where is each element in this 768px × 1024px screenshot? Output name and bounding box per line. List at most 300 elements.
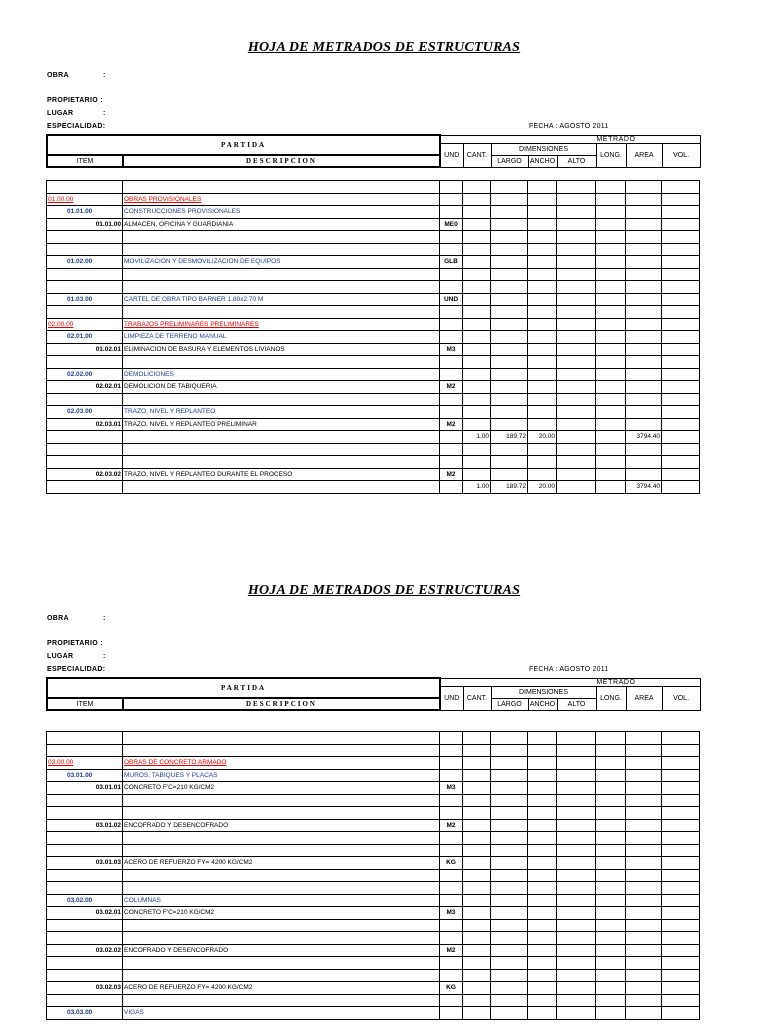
descripcion-cell bbox=[123, 356, 440, 369]
cant-cell bbox=[463, 193, 491, 206]
area-cell bbox=[626, 418, 662, 431]
und-cell: M3 bbox=[440, 343, 463, 356]
item-cell bbox=[47, 356, 123, 369]
ancho-cell bbox=[528, 757, 557, 770]
area-cell bbox=[626, 393, 662, 406]
largo-cell bbox=[491, 243, 528, 256]
largo-cell bbox=[491, 732, 528, 745]
und-cell: KG bbox=[440, 857, 463, 870]
table-row bbox=[47, 306, 700, 319]
item-cell bbox=[47, 832, 123, 845]
item-cell: 02.02.00 bbox=[47, 368, 123, 381]
cant-cell bbox=[463, 869, 491, 882]
item-cell bbox=[47, 732, 123, 745]
long-cell bbox=[596, 969, 626, 982]
largo-cell bbox=[491, 456, 528, 469]
descripcion-cell: LIMPIEZA DE TERRENO MANUAL bbox=[123, 331, 440, 344]
descripcion-cell bbox=[123, 969, 440, 982]
area-cell bbox=[626, 406, 662, 419]
alto-cell bbox=[557, 957, 596, 970]
und-cell bbox=[440, 744, 463, 757]
und-cell: M3 bbox=[440, 782, 463, 795]
ancho-cell bbox=[528, 907, 557, 920]
cant-cell bbox=[463, 293, 491, 306]
long-cell bbox=[596, 456, 626, 469]
und-cell bbox=[440, 969, 463, 982]
cant-header: CANT. bbox=[463, 686, 491, 710]
alto-cell bbox=[557, 1007, 596, 1020]
metrados-table bbox=[46, 180, 700, 494]
long-cell bbox=[596, 794, 626, 807]
long-cell bbox=[596, 832, 626, 845]
table-row bbox=[47, 431, 700, 444]
ancho-cell bbox=[528, 268, 557, 281]
obra-label: OBRA : bbox=[47, 615, 106, 622]
table-row bbox=[47, 969, 700, 982]
long-cell bbox=[596, 844, 626, 857]
largo-cell bbox=[491, 206, 528, 219]
cant-cell bbox=[463, 907, 491, 920]
descripcion-cell: CARTEL DE OBRA TIPO BARNER 1.80x2.70 M bbox=[123, 293, 440, 306]
largo-cell bbox=[491, 318, 528, 331]
cant-cell bbox=[463, 807, 491, 820]
vol-cell bbox=[662, 356, 700, 369]
descripcion-cell: ELIMINACION DE BASURA Y ELEMENTOS LIVIANOS bbox=[123, 343, 440, 356]
long-cell bbox=[596, 206, 626, 219]
vol-cell bbox=[662, 832, 700, 845]
largo-cell bbox=[491, 744, 528, 757]
table-row bbox=[47, 932, 700, 945]
alto-cell bbox=[557, 832, 596, 845]
item-cell bbox=[47, 481, 123, 494]
ancho-cell bbox=[528, 832, 557, 845]
long-cell bbox=[596, 957, 626, 970]
descripcion-cell: TRAZO, NIVEL Y REPLANTEO bbox=[123, 406, 440, 419]
long-cell bbox=[596, 882, 626, 895]
item-cell: 03.02.00 bbox=[47, 894, 123, 907]
und-cell bbox=[440, 431, 463, 444]
cant-cell bbox=[463, 218, 491, 231]
ancho-header: ANCHO bbox=[528, 698, 557, 710]
item-cell bbox=[47, 231, 123, 244]
item-cell bbox=[47, 306, 123, 319]
ancho-cell bbox=[528, 256, 557, 269]
largo-cell bbox=[491, 969, 528, 982]
table-row bbox=[47, 882, 700, 895]
alto-cell bbox=[557, 882, 596, 895]
vol-cell bbox=[662, 1007, 700, 1020]
cant-cell bbox=[463, 957, 491, 970]
long-cell bbox=[596, 782, 626, 795]
alto-cell bbox=[557, 869, 596, 882]
cant-cell bbox=[463, 206, 491, 219]
descripcion-cell: TRAZO, NIVEL Y REPLANTEO DURANTE EL PROCESO bbox=[123, 468, 440, 481]
item-cell bbox=[47, 844, 123, 857]
und-cell: M2 bbox=[440, 944, 463, 957]
largo-cell bbox=[491, 982, 528, 995]
long-cell bbox=[596, 944, 626, 957]
largo-cell bbox=[491, 957, 528, 970]
area-cell bbox=[626, 994, 662, 1007]
ancho-cell bbox=[528, 318, 557, 331]
table-row bbox=[47, 732, 700, 745]
item-cell: 01.00.00 bbox=[47, 193, 123, 206]
cant-cell bbox=[463, 181, 491, 194]
long-cell bbox=[596, 193, 626, 206]
item-cell bbox=[47, 807, 123, 820]
und-cell bbox=[440, 231, 463, 244]
area-cell bbox=[626, 318, 662, 331]
largo-cell bbox=[491, 932, 528, 945]
ancho-cell bbox=[528, 356, 557, 369]
item-cell: 02.01.00 bbox=[47, 331, 123, 344]
ancho-cell bbox=[528, 794, 557, 807]
largo-cell bbox=[491, 819, 528, 832]
descripcion-cell: TRAZO, NIVEL Y REPLANTEO PRELIMINAR bbox=[123, 418, 440, 431]
area-cell bbox=[626, 1007, 662, 1020]
und-cell bbox=[440, 331, 463, 344]
und-cell bbox=[440, 443, 463, 456]
und-cell: M2 bbox=[440, 381, 463, 394]
descripcion-cell: ALMACEN, OFICINA Y GUARDIANIA bbox=[123, 218, 440, 231]
ancho-cell bbox=[528, 994, 557, 1007]
alto-cell bbox=[557, 807, 596, 820]
ancho-cell: 20.00 bbox=[528, 481, 557, 494]
ancho-cell bbox=[528, 882, 557, 895]
largo-cell bbox=[491, 919, 528, 932]
ancho-cell bbox=[528, 368, 557, 381]
long-cell bbox=[596, 757, 626, 770]
table-row bbox=[47, 819, 700, 832]
largo-cell bbox=[491, 882, 528, 895]
alto-cell bbox=[557, 819, 596, 832]
long-cell bbox=[596, 268, 626, 281]
alto-cell bbox=[557, 306, 596, 319]
largo-cell bbox=[491, 807, 528, 820]
table-row bbox=[47, 368, 700, 381]
dimensiones-header: DIMENSIONES bbox=[491, 686, 596, 698]
cant-cell bbox=[463, 744, 491, 757]
table-row bbox=[47, 381, 700, 394]
area-cell bbox=[626, 869, 662, 882]
table-row bbox=[47, 231, 700, 244]
area-cell bbox=[626, 769, 662, 782]
und-cell bbox=[440, 456, 463, 469]
largo-cell bbox=[491, 181, 528, 194]
ancho-cell bbox=[528, 919, 557, 932]
vol-cell bbox=[662, 794, 700, 807]
ancho-cell bbox=[528, 293, 557, 306]
und-cell: M3 bbox=[440, 907, 463, 920]
vol-cell bbox=[662, 318, 700, 331]
vol-header: VOL. bbox=[662, 143, 700, 167]
item-cell bbox=[47, 243, 123, 256]
largo-cell bbox=[491, 381, 528, 394]
vol-cell bbox=[662, 957, 700, 970]
alto-cell bbox=[557, 769, 596, 782]
propietario-label: PROPIETARIO : bbox=[47, 97, 103, 104]
und-cell bbox=[440, 882, 463, 895]
vol-cell bbox=[662, 431, 700, 444]
vol-cell bbox=[662, 406, 700, 419]
area-header: AREA bbox=[626, 686, 662, 710]
ancho-cell bbox=[528, 393, 557, 406]
alto-header: ALTO bbox=[557, 155, 596, 167]
alto-header: ALTO bbox=[557, 698, 596, 710]
ancho-cell bbox=[528, 243, 557, 256]
descripcion-cell bbox=[123, 744, 440, 757]
table-row bbox=[47, 769, 700, 782]
header-table bbox=[46, 134, 701, 168]
alto-cell bbox=[557, 894, 596, 907]
area-cell bbox=[626, 944, 662, 957]
und-cell bbox=[440, 894, 463, 907]
long-cell bbox=[596, 857, 626, 870]
partida-header: PARTIDA bbox=[47, 678, 440, 698]
cant-cell bbox=[463, 769, 491, 782]
und-cell bbox=[440, 957, 463, 970]
vol-cell bbox=[662, 443, 700, 456]
fecha-label: FECHA : AGOSTO 2011 bbox=[529, 123, 609, 130]
cant-cell bbox=[463, 857, 491, 870]
fecha-label: FECHA : AGOSTO 2011 bbox=[529, 666, 609, 673]
alto-cell bbox=[557, 431, 596, 444]
descripcion-cell bbox=[123, 231, 440, 244]
ancho-cell bbox=[528, 231, 557, 244]
area-cell bbox=[626, 819, 662, 832]
vol-cell bbox=[662, 969, 700, 982]
largo-cell: 189.72 bbox=[491, 431, 528, 444]
table-row bbox=[47, 1007, 700, 1020]
vol-cell bbox=[662, 882, 700, 895]
long-cell bbox=[596, 231, 626, 244]
cant-cell bbox=[463, 844, 491, 857]
descripcion-cell: MUROS, TABIQUES Y PLACAS bbox=[123, 769, 440, 782]
descripcion-cell bbox=[123, 869, 440, 882]
table-row bbox=[47, 256, 700, 269]
vol-cell bbox=[662, 932, 700, 945]
und-cell bbox=[440, 932, 463, 945]
largo-cell bbox=[491, 368, 528, 381]
descripcion-cell bbox=[123, 732, 440, 745]
area-header: AREA bbox=[626, 143, 662, 167]
ancho-cell bbox=[528, 744, 557, 757]
vol-cell bbox=[662, 193, 700, 206]
alto-cell bbox=[557, 443, 596, 456]
item-cell bbox=[47, 181, 123, 194]
und-cell bbox=[440, 393, 463, 406]
area-cell bbox=[626, 306, 662, 319]
area-cell bbox=[626, 368, 662, 381]
vol-cell bbox=[662, 381, 700, 394]
und-cell bbox=[440, 994, 463, 1007]
table-row bbox=[47, 982, 700, 995]
item-cell bbox=[47, 957, 123, 970]
area-cell bbox=[626, 832, 662, 845]
long-cell bbox=[596, 356, 626, 369]
und-cell bbox=[440, 481, 463, 494]
und-cell bbox=[440, 732, 463, 745]
vol-cell bbox=[662, 782, 700, 795]
alto-cell bbox=[557, 782, 596, 795]
vol-cell bbox=[662, 293, 700, 306]
largo-cell bbox=[491, 418, 528, 431]
lugar-label: LUGAR : bbox=[47, 653, 106, 660]
ancho-cell bbox=[528, 181, 557, 194]
long-cell bbox=[596, 306, 626, 319]
alto-cell bbox=[557, 481, 596, 494]
vol-cell bbox=[662, 757, 700, 770]
area-cell bbox=[626, 456, 662, 469]
alto-cell bbox=[557, 231, 596, 244]
descripcion-cell bbox=[123, 807, 440, 820]
largo-cell bbox=[491, 794, 528, 807]
ancho-cell bbox=[528, 807, 557, 820]
long-cell bbox=[596, 732, 626, 745]
area-cell bbox=[626, 982, 662, 995]
cant-cell bbox=[463, 969, 491, 982]
cant-cell bbox=[463, 468, 491, 481]
vol-cell bbox=[662, 368, 700, 381]
ancho-cell bbox=[528, 869, 557, 882]
descripcion-cell: MOVILIZACION Y DESMOVILIZACION DE EQUIPOS bbox=[123, 256, 440, 269]
alto-cell bbox=[557, 181, 596, 194]
item-cell: 01.02.01 bbox=[47, 343, 123, 356]
alto-cell bbox=[557, 406, 596, 419]
descripcion-cell bbox=[123, 306, 440, 319]
area-cell bbox=[626, 957, 662, 970]
item-cell: 02.00.00 bbox=[47, 318, 123, 331]
table-row bbox=[47, 994, 700, 1007]
item-cell bbox=[47, 869, 123, 882]
item-cell: 01.03.00 bbox=[47, 293, 123, 306]
ancho-cell bbox=[528, 844, 557, 857]
area-cell: 3794.40 bbox=[626, 481, 662, 494]
largo-cell bbox=[491, 218, 528, 231]
largo-cell bbox=[491, 869, 528, 882]
area-cell bbox=[626, 969, 662, 982]
area-cell bbox=[626, 231, 662, 244]
largo-cell bbox=[491, 844, 528, 857]
long-cell bbox=[596, 343, 626, 356]
ancho-cell bbox=[528, 218, 557, 231]
alto-cell bbox=[557, 857, 596, 870]
und-cell bbox=[440, 206, 463, 219]
alto-cell bbox=[557, 944, 596, 957]
cant-cell bbox=[463, 994, 491, 1007]
item-header: ITEM bbox=[47, 155, 123, 167]
especialidad-label: ESPECIALIDAD: bbox=[47, 666, 106, 673]
und-cell: KG bbox=[440, 982, 463, 995]
descripcion-cell: OBRAS DE CONCRETO ARMADO bbox=[123, 757, 440, 770]
descripcion-cell bbox=[123, 832, 440, 845]
largo-cell bbox=[491, 994, 528, 1007]
sheet-title: HOJA DE METRADOS DE ESTRUCTURAS bbox=[247, 583, 521, 598]
ancho-cell bbox=[528, 982, 557, 995]
cant-cell bbox=[463, 443, 491, 456]
alto-cell bbox=[557, 994, 596, 1007]
cant-cell: 1.00 bbox=[463, 431, 491, 444]
ancho-cell bbox=[528, 456, 557, 469]
descripcion-cell: ACERO DE REFUERZO FY= 4200 KG/CM2 bbox=[123, 982, 440, 995]
descripcion-header: DESCRIPCION bbox=[123, 698, 440, 710]
table-row bbox=[47, 907, 700, 920]
ancho-cell bbox=[528, 732, 557, 745]
table-row bbox=[47, 331, 700, 344]
und-cell bbox=[440, 306, 463, 319]
item-cell bbox=[47, 268, 123, 281]
largo-cell bbox=[491, 406, 528, 419]
cant-cell bbox=[463, 268, 491, 281]
item-cell: 01.01.00 bbox=[47, 206, 123, 219]
ancho-cell bbox=[528, 769, 557, 782]
cant-cell bbox=[463, 381, 491, 394]
area-cell bbox=[626, 268, 662, 281]
vol-cell bbox=[662, 418, 700, 431]
table-row bbox=[47, 443, 700, 456]
alto-cell bbox=[557, 293, 596, 306]
largo-header: LARGO bbox=[491, 698, 528, 710]
table-row bbox=[47, 293, 700, 306]
und-cell bbox=[440, 794, 463, 807]
descripcion-cell: CONSTRUCCIONES PROVISIONALES bbox=[123, 206, 440, 219]
item-cell bbox=[47, 443, 123, 456]
und-cell: ME0 bbox=[440, 218, 463, 231]
table-row bbox=[47, 456, 700, 469]
item-cell bbox=[47, 882, 123, 895]
alto-cell bbox=[557, 318, 596, 331]
cant-cell bbox=[463, 882, 491, 895]
table-row bbox=[47, 268, 700, 281]
descripcion-cell bbox=[123, 957, 440, 970]
area-cell bbox=[626, 807, 662, 820]
cant-cell bbox=[463, 1007, 491, 1020]
item-cell: 03.00.00 bbox=[47, 757, 123, 770]
ancho-cell bbox=[528, 443, 557, 456]
area-cell: 3794.40 bbox=[626, 431, 662, 444]
cant-cell bbox=[463, 819, 491, 832]
und-cell bbox=[440, 356, 463, 369]
descripcion-cell bbox=[123, 481, 440, 494]
long-cell bbox=[596, 293, 626, 306]
item-cell bbox=[47, 919, 123, 932]
long-cell bbox=[596, 894, 626, 907]
alto-cell bbox=[557, 218, 596, 231]
area-cell bbox=[626, 782, 662, 795]
long-cell bbox=[596, 331, 626, 344]
und-cell: M2 bbox=[440, 468, 463, 481]
area-cell bbox=[626, 468, 662, 481]
alto-cell bbox=[557, 356, 596, 369]
descripcion-cell bbox=[123, 268, 440, 281]
largo-cell bbox=[491, 343, 528, 356]
vol-cell bbox=[662, 181, 700, 194]
area-cell bbox=[626, 293, 662, 306]
vol-cell bbox=[662, 231, 700, 244]
table-row bbox=[47, 318, 700, 331]
alto-cell bbox=[557, 844, 596, 857]
item-cell: 02.03.01 bbox=[47, 418, 123, 431]
largo-cell bbox=[491, 894, 528, 907]
descripcion-cell bbox=[123, 932, 440, 945]
largo-cell bbox=[491, 757, 528, 770]
alto-cell bbox=[557, 794, 596, 807]
ancho-header: ANCHO bbox=[528, 155, 557, 167]
item-cell: 03.02.02 bbox=[47, 944, 123, 957]
alto-cell bbox=[557, 381, 596, 394]
table-row bbox=[47, 406, 700, 419]
area-cell bbox=[626, 907, 662, 920]
